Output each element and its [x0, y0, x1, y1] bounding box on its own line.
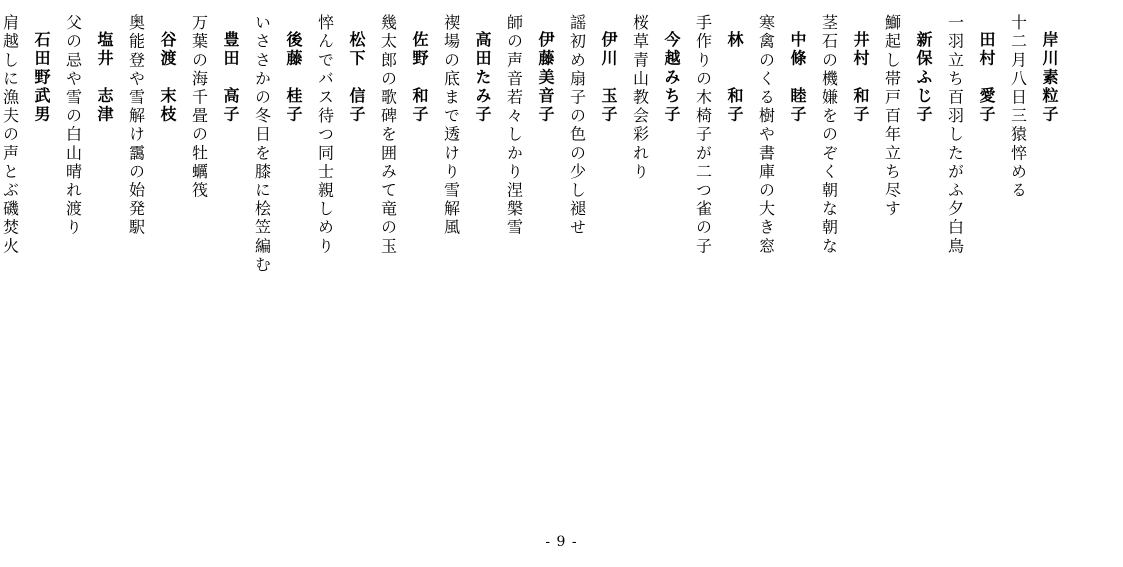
author-name: 石田野武男	[32, 31, 51, 124]
author-name: 松下 信子	[347, 31, 366, 124]
haiku-entry	[309, 14, 372, 274]
haiku-verse: 十二月八日三猿悴める	[1008, 14, 1028, 200]
haiku-entry	[939, 14, 1002, 274]
haiku-verse: 悴んでバス待つ同士親しめり	[315, 14, 335, 256]
haiku-verse: 一羽立ち百羽したがふ夕白鳥	[945, 14, 965, 256]
haiku-entry	[498, 14, 561, 274]
haiku-verse: 幾太郎の歌碑を囲みて竜の玉	[378, 14, 398, 256]
haiku-entry	[0, 14, 57, 274]
haiku-verse: 謡初め扇子の色の少し褪せ	[567, 14, 587, 238]
author-name: 塩井 志津	[95, 31, 114, 124]
haiku-verse: 手作りの木椅子が二つ雀の子	[693, 14, 713, 256]
author-name: 今越みち子	[662, 31, 681, 124]
haiku-entry	[624, 14, 687, 274]
haiku-verse: 禊場の底まで透けり雪解風	[441, 14, 461, 238]
haiku-entry	[876, 14, 939, 274]
haiku-verse: 鰤起し帯戸百年立ち尽す	[882, 14, 902, 219]
author-name: 井村 和子	[851, 31, 870, 124]
haiku-entry	[57, 14, 120, 274]
author-name: 中條 睦子	[788, 31, 807, 124]
haiku-entry	[687, 14, 750, 274]
haiku-verse: いささかの冬日を膝に桧笠編む	[252, 14, 272, 275]
haiku-entry	[561, 14, 624, 274]
author-name: 林 和子	[725, 31, 744, 124]
haiku-verse: 茎石の機嫌をのぞく朝な朝な	[819, 14, 839, 256]
author-name: 伊川 玉子	[599, 31, 618, 124]
author-name: 伊藤美音子	[536, 31, 555, 124]
author-name: 岸川素粒子	[1040, 31, 1059, 124]
haiku-entry	[246, 14, 309, 274]
haiku-entry	[183, 14, 246, 274]
haiku-entry	[1002, 14, 1065, 274]
haiku-verse: 師の声音若々しかり涅槃雪	[504, 14, 524, 238]
haiku-verse: 奥能登や雪解け靄の始発駅	[126, 14, 146, 238]
author-name: 豊田 高子	[221, 31, 240, 124]
haiku-entry	[435, 14, 498, 274]
haiku-verse: 桜草青山教会彩れり	[630, 14, 650, 182]
haiku-verse: 万葉の海千畳の牡蠣筏	[189, 14, 209, 200]
haiku-entry	[750, 14, 813, 274]
author-name: 佐野 和子	[410, 31, 429, 124]
author-name: 田村 愛子	[977, 31, 996, 124]
author-name: 谷渡 末枝	[158, 31, 177, 124]
haiku-list	[0, 14, 1065, 274]
haiku-verse: 寒禽のくる樹や書庫の大き窓	[756, 14, 776, 256]
author-name: 高田たみ子	[473, 31, 492, 124]
page-number: - 9 -	[545, 534, 578, 550]
author-name: 新保ふじ子	[914, 31, 933, 124]
haiku-entry	[813, 14, 876, 274]
author-name: 後藤 桂子	[284, 31, 303, 124]
haiku-verse: 肩越しに漁夫の声とぶ磯焚火	[0, 14, 20, 256]
haiku-verse: 父の忌や雪の白山晴れ渡り	[63, 14, 83, 238]
haiku-entry	[120, 14, 183, 274]
haiku-entry	[372, 14, 435, 274]
